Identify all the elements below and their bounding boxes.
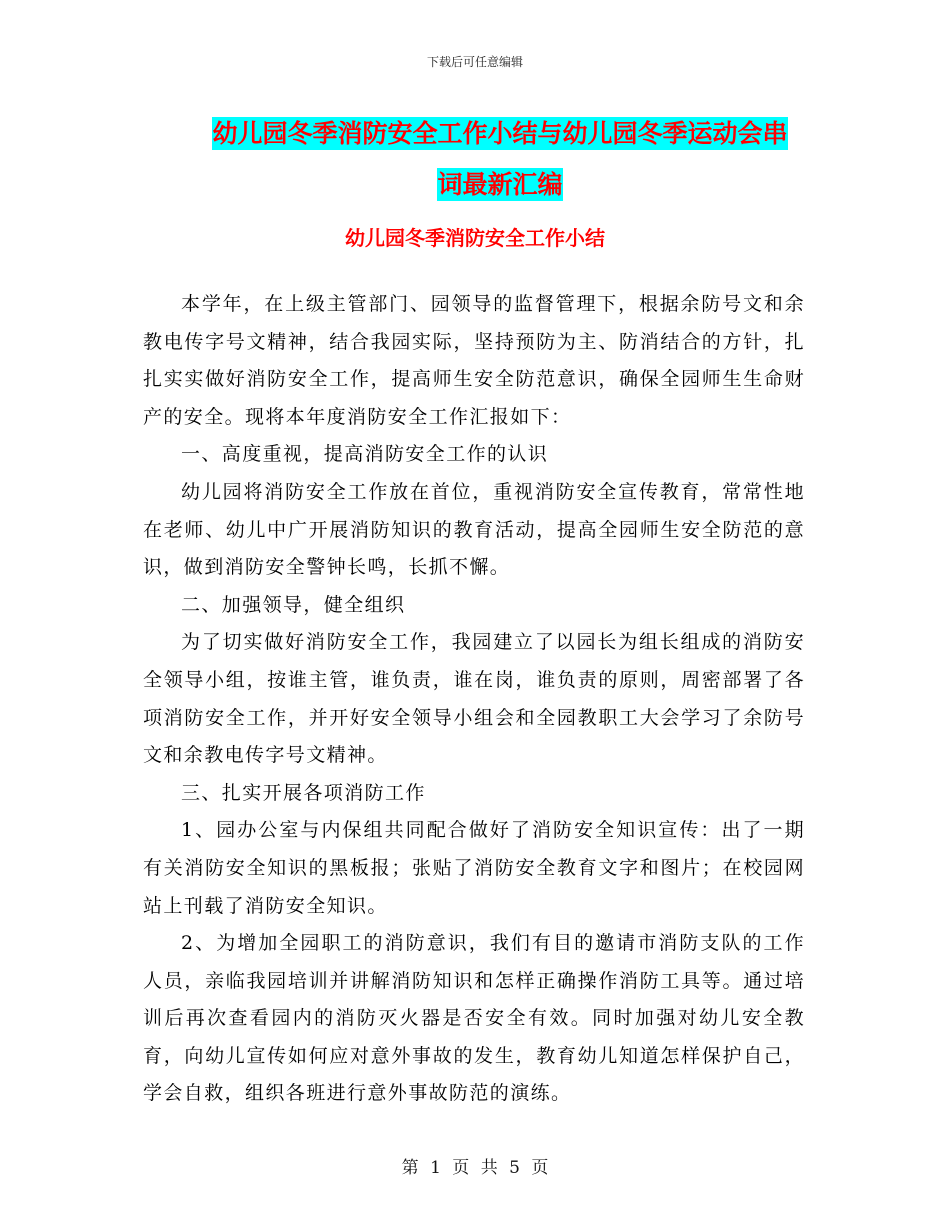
heading-3: 三、扎实开展各项消防工作	[181, 781, 426, 804]
paragraph-3-item-1: 1、园办公室与内保组共同配合做好了消防安全知识宣传：出了一期有关消防安全知识的黑板报；张贴了消防安全教育文字和图片；在校园网站上刊载了消防安全知识。	[143, 819, 805, 917]
section-title: 幼儿园冬季消防安全工作小结	[345, 226, 605, 250]
page-footer: 第 1 页 共 5 页	[401, 1158, 549, 1178]
title-line-1: 幼儿园冬季消防安全工作小结与幼儿园冬季运动会串	[212, 119, 788, 148]
paragraph-intro: 本学年，在上级主管部门、园领导的监督管理下，根据余防号文和余教电传字号文精神，结合我园实际，坚持预防为主、防消结合的方针，扎扎实实做好消防安全工作，提高师生安全防范意识，确保全园师生生命财产的安全。现将本年度消防安全工作汇报如下：	[143, 293, 805, 428]
document-title	[140, 108, 860, 210]
header-note: 下载后可任意编辑	[426, 55, 523, 69]
paragraph-1: 幼儿园将消防安全工作放在首位，重视消防安全宣传教育，常常性地在老师、幼儿中广开展消防知识的教育活动，提高全园师生安全防范的意识，做到消防安全警钟长鸣，长抓不懈。	[143, 480, 805, 579]
document-body	[143, 286, 805, 1113]
title-line-2: 词最新汇编	[437, 170, 563, 199]
paragraph-3-item-2: 2、为增加全园职工的消防意识，我们有目的邀请市消防支队的工作人员，亲临我园培训并讲解消防知识和怎样正确操作消防工具等。通过培训后再次查看园内的消防灭火器是否安全有效。同时加强对幼儿安全教育，向幼儿宣传如何应对意外事故的发生，教育幼儿知道怎样保护自己，学会自救，组织各班进行意外事故防范的演练。	[143, 932, 805, 1105]
heading-2: 二、加强领导，健全组织	[181, 593, 406, 616]
heading-1: 一、高度重视，提高消防安全工作的认识	[181, 443, 549, 466]
paragraph-2: 为了切实做好消防安全工作，我园建立了以园长为组长组成的消防安全领导小组，按谁主管，谁负责，谁在岗，谁负责的原则，周密部署了各项消防安全工作，并开好安全领导小组会和全园教职工大会学习了余防号文和余教电传字号文精神。	[143, 631, 805, 767]
